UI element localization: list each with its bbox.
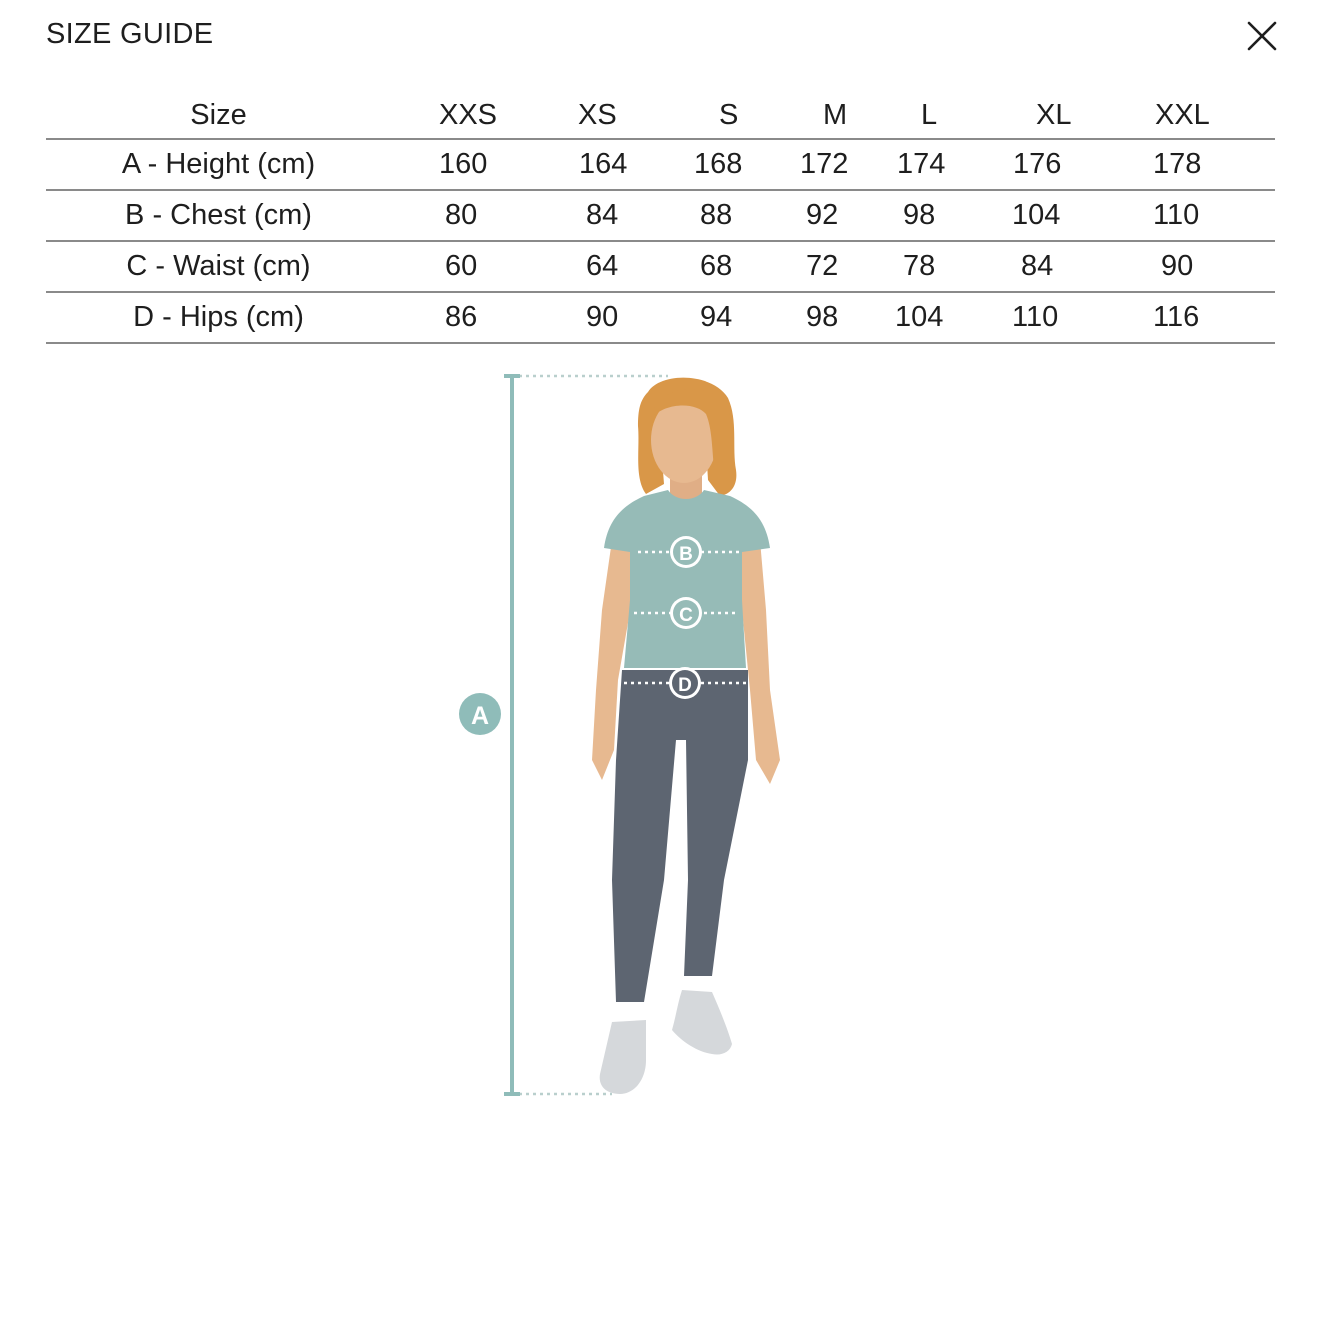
table-cell: 160	[391, 139, 531, 190]
table-cell: 78	[885, 241, 997, 292]
table-cell: 86	[391, 292, 531, 343]
table-cell: 92	[783, 190, 885, 241]
marker-b-label: B	[679, 544, 693, 565]
left-shoe	[600, 1020, 646, 1094]
marker-b	[670, 536, 702, 568]
marker-d-label: D	[678, 675, 692, 696]
column-header-m: M	[823, 99, 848, 131]
close-button[interactable]	[1240, 14, 1284, 58]
marker-c	[670, 597, 702, 629]
table-cell: 164	[531, 139, 671, 190]
table-cell: 172	[783, 139, 885, 190]
pants	[612, 670, 748, 1002]
table-cell: 116	[1117, 292, 1275, 343]
table-header-row	[46, 86, 1275, 139]
row-label-height: A - Height (cm)	[46, 139, 391, 190]
table-cell: 104	[885, 292, 997, 343]
table-cell: 98	[885, 190, 997, 241]
table-cell: 168	[671, 139, 783, 190]
column-header-xxl: XXL	[1155, 99, 1210, 131]
table-cell: 94	[671, 292, 783, 343]
table-cell: 64	[531, 241, 671, 292]
row-label-waist: C - Waist (cm)	[46, 241, 391, 292]
table-cell: 88	[671, 190, 783, 241]
table-cell: 84	[531, 190, 671, 241]
table-cell: 68	[671, 241, 783, 292]
close-icon	[1240, 14, 1284, 58]
page-title: SIZE GUIDE	[46, 18, 214, 50]
right-shoe	[672, 990, 732, 1055]
size-table	[46, 86, 1275, 344]
table-cell: 90	[1117, 241, 1275, 292]
column-header-xs: XS	[578, 99, 617, 131]
table-cell: 72	[783, 241, 885, 292]
row-label-chest: B - Chest (cm)	[46, 190, 391, 241]
table-cell: 104	[997, 190, 1117, 241]
marker-d	[669, 667, 701, 699]
table-cell: 98	[783, 292, 885, 343]
column-header-l: L	[921, 99, 938, 131]
column-header-xxs: XXS	[439, 99, 498, 131]
table-cell: 174	[885, 139, 997, 190]
table-cell: 176	[997, 139, 1117, 190]
table-cell: 178	[1117, 139, 1275, 190]
measurement-illustration	[440, 360, 820, 1120]
table-row	[46, 139, 1275, 190]
table-cell: 60	[391, 241, 531, 292]
table-cell: 84	[997, 241, 1117, 292]
marker-c-label: C	[679, 605, 693, 626]
column-header-xl: XL	[1036, 99, 1072, 131]
table-cell: 110	[1117, 190, 1275, 241]
marker-a	[459, 693, 501, 735]
table-row	[46, 241, 1275, 292]
marker-a-label: A	[470, 702, 490, 730]
table-row	[46, 292, 1275, 343]
column-header-s: S	[719, 99, 739, 131]
table-cell: 80	[391, 190, 531, 241]
table-cell: 110	[997, 292, 1117, 343]
table-row	[46, 190, 1275, 241]
column-header-size: Size	[190, 99, 247, 131]
table-cell: 90	[531, 292, 671, 343]
row-label-hips: D - Hips (cm)	[46, 292, 391, 343]
